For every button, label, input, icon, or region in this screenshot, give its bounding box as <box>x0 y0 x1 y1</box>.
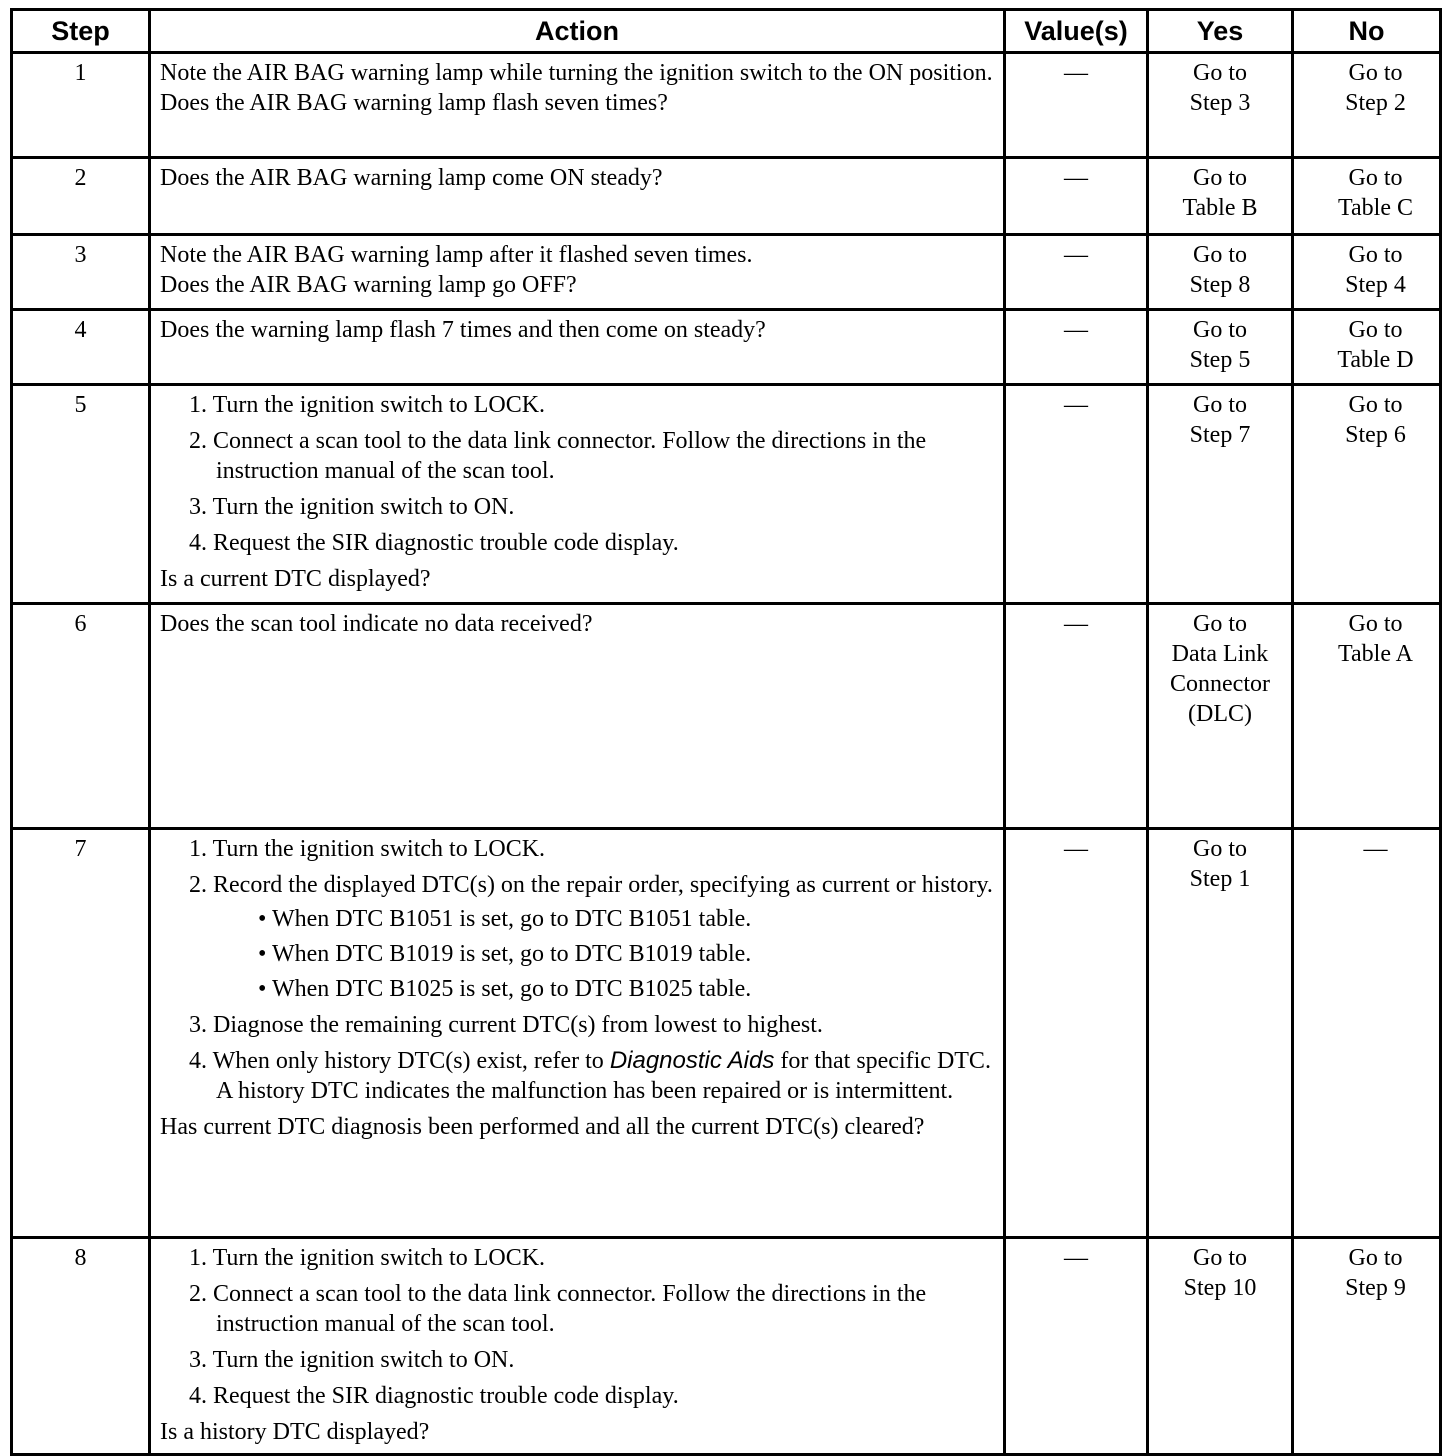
step-cell: 3 <box>12 235 150 310</box>
action-question: Does the AIR BAG warning lamp flash seven times? <box>160 90 668 116</box>
yes-cell <box>1148 310 1293 385</box>
no-target: Step 6 <box>1345 422 1406 448</box>
header-yes: Yes <box>1148 10 1293 53</box>
header-no: No <box>1293 10 1441 53</box>
yes-target: Step 1 <box>1189 866 1251 892</box>
no-target: Table A <box>1338 641 1413 667</box>
no-target: Table C <box>1338 195 1413 221</box>
no-target: Step 2 <box>1345 90 1406 116</box>
bullet-icon: • <box>258 906 267 932</box>
table-row <box>12 158 1441 235</box>
no-cell: — <box>1293 829 1441 1238</box>
header-row <box>12 10 1441 53</box>
no-line: Go to <box>1348 317 1403 343</box>
action-question: Does the AIR BAG warning lamp come ON steady? <box>160 165 663 191</box>
yes-target: Step 7 <box>1189 422 1251 448</box>
diagnostic-aids-ref: Diagnostic Aids <box>609 1047 775 1074</box>
step-cell: 5 <box>12 385 150 604</box>
no-target: Step 4 <box>1345 272 1406 298</box>
yes-target: Step 5 <box>1189 347 1251 373</box>
action-cell <box>150 829 1005 1238</box>
no-target: Table D <box>1337 347 1414 373</box>
yes-line: Go to <box>1193 392 1247 418</box>
yes-target: Step 10 <box>1183 1275 1257 1301</box>
step-cell: 1 <box>12 53 150 158</box>
step-cell: 2 <box>12 158 150 235</box>
value-cell: — <box>1005 829 1148 1238</box>
list-item: 2. Connect a scan tool to the data link connector. Follow the directions in the instruction manual of the scan tool. <box>189 1281 927 1337</box>
numbered-list <box>160 834 995 1106</box>
list-item: 1. Turn the ignition switch to LOCK. <box>189 392 546 418</box>
table-row <box>12 604 1441 829</box>
table-row <box>12 1238 1441 1455</box>
yes-line: Go to <box>1193 165 1247 191</box>
yes-cell <box>1148 829 1293 1238</box>
table-row <box>12 235 1441 310</box>
action-question: Has current DTC diagnosis been performed and all the current DTC(s) cleared? <box>160 1114 925 1140</box>
table-row <box>12 829 1441 1238</box>
yes-cell <box>1148 1238 1293 1455</box>
list-item: 1. Turn the ignition switch to LOCK. <box>189 836 546 862</box>
no-cell <box>1293 158 1441 235</box>
no-line: Go to <box>1348 611 1403 637</box>
action-cell <box>150 158 1005 235</box>
value-cell: — <box>1005 385 1148 604</box>
yes-line: Go to <box>1193 1245 1247 1271</box>
list-item: 3. Turn the ignition switch to ON. <box>189 1347 515 1373</box>
action-cell <box>150 53 1005 158</box>
yes-line: Go to <box>1193 836 1247 862</box>
list-item-text: for that specific DTC. A history DTC indicates the malfunction has been repaired or is intermittent. <box>216 1048 991 1104</box>
list-item: 4. Request the SIR diagnostic trouble code display. <box>189 1383 679 1409</box>
action-question: Is a history DTC displayed? <box>160 1419 430 1445</box>
yes-target: Step 8 <box>1189 272 1251 298</box>
value-cell: — <box>1005 235 1148 310</box>
bullet-icon: • <box>258 941 267 967</box>
bullet-list <box>216 904 995 1004</box>
no-line: Go to <box>1348 1245 1403 1271</box>
step-cell: 7 <box>12 829 150 1238</box>
no-cell <box>1293 235 1441 310</box>
list-item <box>160 870 995 1004</box>
header-step: Step <box>12 10 150 53</box>
list-item-text: 4. When only history DTC(s) exist, refer to <box>189 1048 610 1074</box>
bullet-text: When DTC B1051 is set, go to DTC B1051 table. <box>272 906 752 932</box>
bullet-item <box>216 974 995 1004</box>
no-cell <box>1293 310 1441 385</box>
no-target: Step 9 <box>1345 1275 1406 1301</box>
action-text: Note the AIR BAG warning lamp after it flashed seven times. <box>160 242 753 268</box>
yes-cell <box>1148 53 1293 158</box>
table-row <box>12 310 1441 385</box>
no-line: Go to <box>1348 60 1403 86</box>
diagnostic-table <box>10 8 1442 1456</box>
yes-line: Go to <box>1193 60 1247 86</box>
bullet-item <box>216 904 995 934</box>
yes-line: Go to <box>1193 317 1247 343</box>
step-cell: 6 <box>12 604 150 829</box>
yes-target: Table B <box>1182 195 1258 221</box>
value-cell: — <box>1005 158 1148 235</box>
yes-target: Data Link <box>1171 641 1269 667</box>
action-question: Does the AIR BAG warning lamp go OFF? <box>160 272 577 298</box>
table-row <box>12 53 1441 158</box>
list-item: 1. Turn the ignition switch to LOCK. <box>189 1245 546 1271</box>
header-values: Value(s) <box>1005 10 1148 53</box>
action-text: Note the AIR BAG warning lamp while turning the ignition switch to the ON position. <box>160 60 993 86</box>
no-cell <box>1293 53 1441 158</box>
no-line: Go to <box>1348 242 1403 268</box>
bullet-text: When DTC B1019 is set, go to DTC B1019 table. <box>272 941 752 967</box>
yes-line: Go to <box>1193 611 1247 637</box>
yes-cell <box>1148 604 1293 829</box>
value-cell: — <box>1005 1238 1148 1455</box>
no-line: Go to <box>1348 165 1403 191</box>
value-cell: — <box>1005 310 1148 385</box>
value-cell: — <box>1005 604 1148 829</box>
bullet-item <box>216 939 995 969</box>
yes-cell <box>1148 385 1293 604</box>
yes-target: Step 3 <box>1189 90 1251 116</box>
value-cell: — <box>1005 53 1148 158</box>
list-item: 3. Diagnose the remaining current DTC(s) from lowest to highest. <box>189 1012 823 1038</box>
action-cell <box>150 310 1005 385</box>
step-cell: 8 <box>12 1238 150 1455</box>
step-cell: 4 <box>12 310 150 385</box>
list-item: 3. Turn the ignition switch to ON. <box>189 494 515 520</box>
bullet-icon: • <box>258 976 267 1002</box>
no-line: Go to <box>1348 392 1403 418</box>
action-question: Is a current DTC displayed? <box>160 566 431 592</box>
action-question: Does the scan tool indicate no data received? <box>160 611 593 637</box>
action-cell <box>150 385 1005 604</box>
no-cell <box>1293 1238 1441 1455</box>
yes-target: (DLC) <box>1188 701 1252 727</box>
yes-line: Go to <box>1193 242 1247 268</box>
header-action: Action <box>150 10 1005 53</box>
numbered-list <box>160 390 995 558</box>
yes-target: Connector <box>1170 671 1270 697</box>
list-item: 4. Request the SIR diagnostic trouble code display. <box>189 530 679 556</box>
no-cell <box>1293 385 1441 604</box>
yes-cell <box>1148 235 1293 310</box>
list-item-text: 2. Record the displayed DTC(s) on the repair order, specifying as current or history. <box>189 872 993 898</box>
bullet-text: When DTC B1025 is set, go to DTC B1025 table. <box>272 976 752 1002</box>
action-cell <box>150 235 1005 310</box>
action-cell <box>150 604 1005 829</box>
list-item <box>160 1046 995 1106</box>
list-item: 2. Connect a scan tool to the data link connector. Follow the directions in the instruction manual of the scan tool. <box>189 428 927 484</box>
table-row <box>12 385 1441 604</box>
action-question: Does the warning lamp flash 7 times and then come on steady? <box>160 317 766 343</box>
yes-cell <box>1148 158 1293 235</box>
numbered-list <box>160 1243 995 1411</box>
action-cell <box>150 1238 1005 1455</box>
no-cell <box>1293 604 1441 829</box>
